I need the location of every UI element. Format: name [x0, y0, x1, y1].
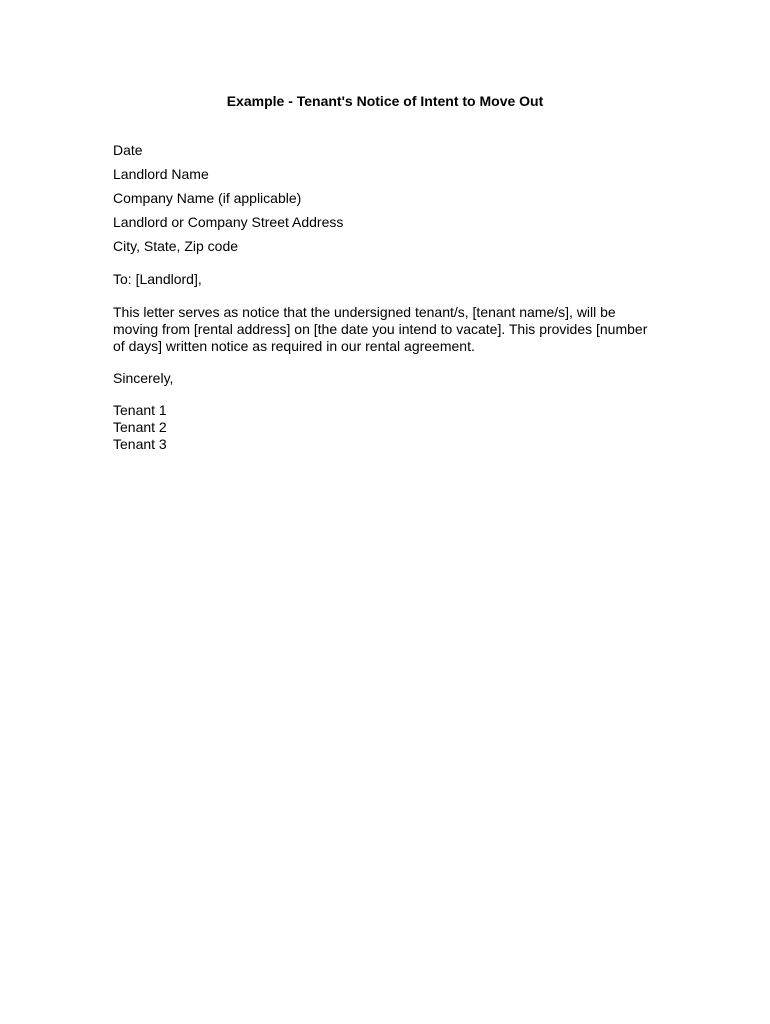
signature-tenant-2: Tenant 2	[113, 419, 167, 435]
document-title: Example - Tenant's Notice of Intent to Move Out	[226, 93, 544, 109]
address-block	[113, 142, 343, 262]
signature-tenant-1: Tenant 1	[113, 402, 167, 418]
salutation: To: [Landlord],	[113, 271, 202, 287]
address-line-date: Date	[113, 142, 143, 158]
signature-block	[113, 402, 167, 453]
address-line-street: Landlord or Company Street Address	[113, 214, 344, 230]
signature-tenant-3: Tenant 3	[113, 436, 167, 452]
address-line-company-name: Company Name (if applicable)	[113, 190, 302, 206]
address-line-city-state-zip: City, State, Zip code	[113, 238, 239, 254]
address-line-landlord-name: Landlord Name	[113, 166, 209, 182]
letter-body: This letter serves as notice that the undersigned tenant/s, [tenant name/s], will be moving from [rental address] on [the date you intend to vacate]. This provides [number of days] written notice as required in our rental agreement.	[113, 304, 648, 354]
closing: Sincerely,	[113, 370, 174, 386]
